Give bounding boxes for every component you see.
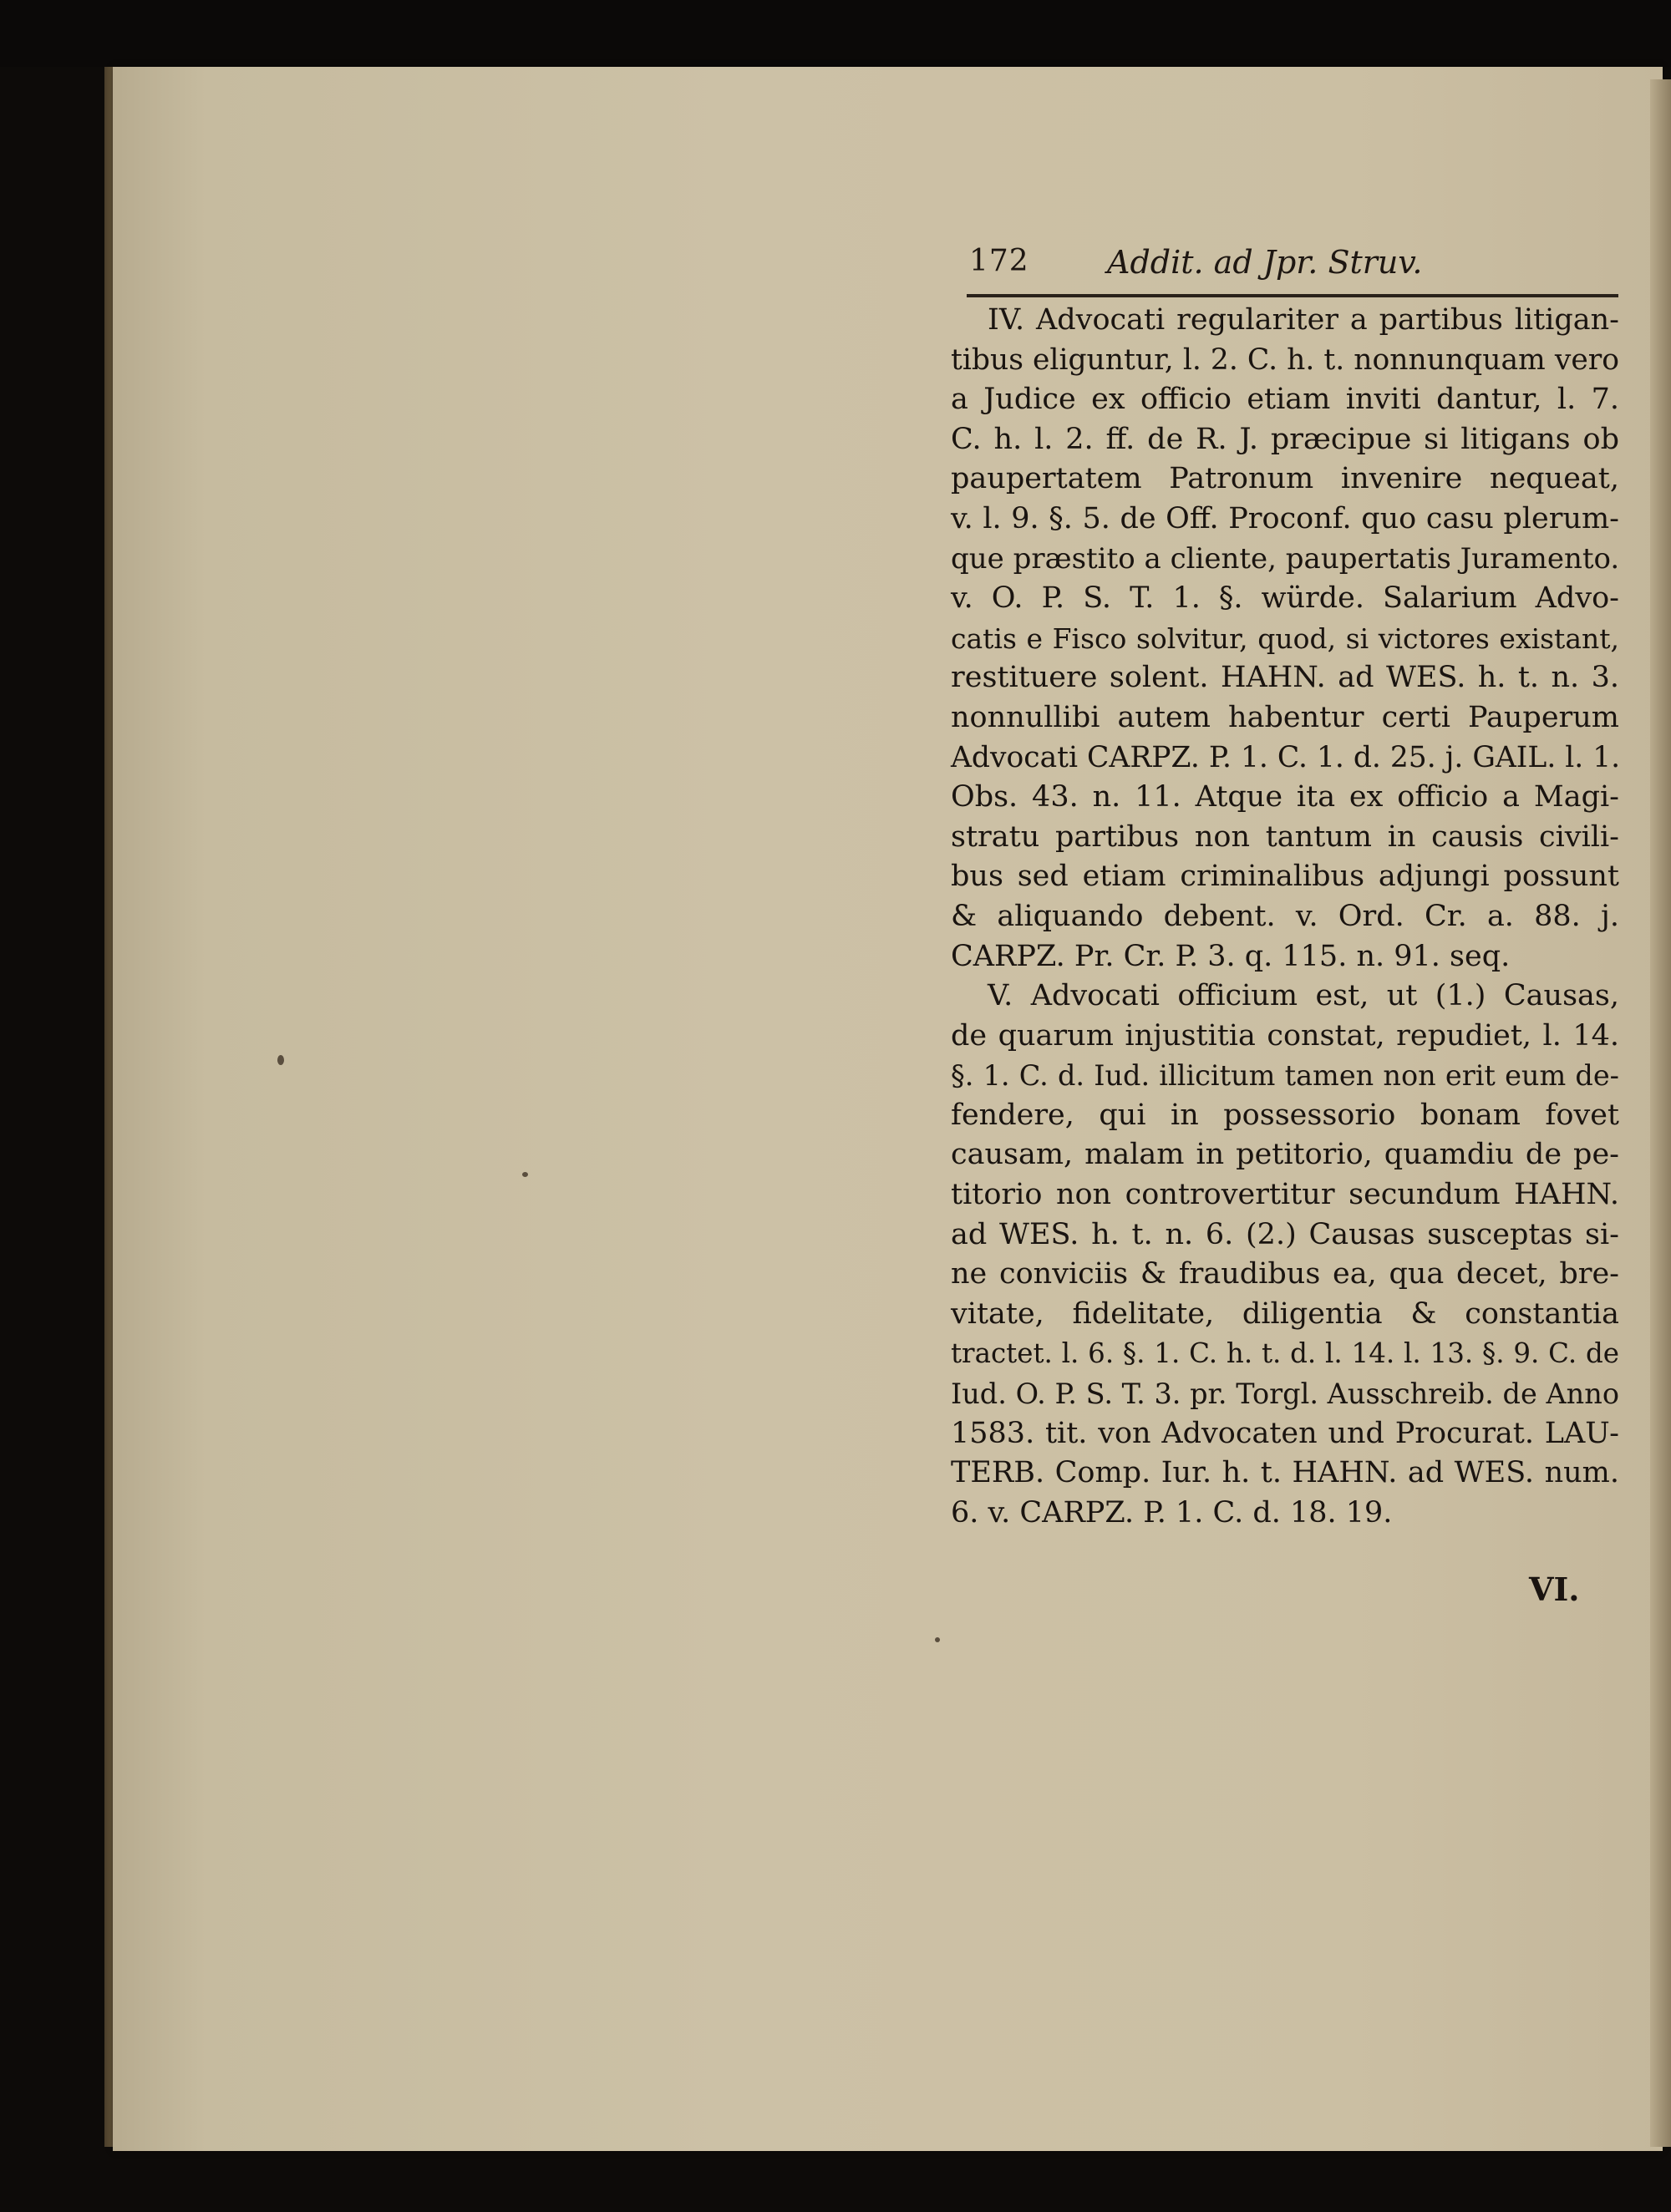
text-line: CARPZ. Pr. Cr. P. 3. q. 115. n. 91. seq. <box>951 939 1511 973</box>
text-line: v. O. P. S. T. 1. §. würde. Salarium Advo- <box>951 581 1619 616</box>
background-top <box>0 0 1671 67</box>
text-line: v. l. 9. §. 5. de Off. Proconf. quo casu plerum- <box>951 501 1619 535</box>
text-line: stratu partibus non tantum in causis civili- <box>951 819 1619 854</box>
text-line: §. 1. C. d. Iud. illicitum tamen non erit eum de- <box>951 1059 1619 1093</box>
text-line: tibus eliguntur, l. 2. C. h. t. nonnunquam vero <box>951 342 1619 377</box>
text-line: de quarum injustitia constat, repudiet, l. 14. <box>951 1018 1619 1053</box>
header-rule <box>967 294 1618 297</box>
text-line: & aliquando debent. v. Ord. Cr. a. 88. j. <box>951 899 1619 933</box>
text-line: 6. v. CARPZ. P. 1. C. d. 18. 19. <box>951 1495 1393 1530</box>
text-line: causam, malam in petitorio, quamdiu de pe- <box>951 1138 1619 1172</box>
text-line: titorio non controvertitur secundum HAHN. <box>951 1178 1619 1212</box>
text-line: Advocati CARPZ. P. 1. C. 1. d. 25. j. GAIL. l. 1. <box>951 740 1621 774</box>
paper-speck <box>522 1172 528 1177</box>
text-line: C. h. l. 2. ff. de R. J. præcipue si litigans ob <box>951 422 1619 456</box>
page-right-edge <box>1650 79 1671 2147</box>
text-line: Obs. 43. n. 11. Atque ita ex officio a Magi- <box>951 780 1619 814</box>
text-line: V. Advocati officium est, ut (1.) Causas, <box>988 979 1619 1013</box>
text-line: ad WES. h. t. n. 6. (2.) Causas susceptas si- <box>951 1217 1619 1251</box>
text-line: catis e Fisco solvitur, quod, si victores existant, <box>951 621 1619 655</box>
paper-speck <box>277 1055 284 1065</box>
text-line: restituere solent. HAHN. ad WES. h. t. n. 3. <box>951 661 1619 695</box>
running-head: Addit. ad Jpr. Struv. <box>1107 244 1423 281</box>
text-line: ne conviciis & fraudibus ea, qua decet, bre- <box>951 1257 1619 1291</box>
text-line: vitate, fidelitate, diligentia & constantia <box>951 1296 1619 1331</box>
text-line: TERB. Comp. Iur. h. t. HAHN. ad WES. num. <box>951 1456 1619 1490</box>
text-line: fendere, qui in possessorio bonam fovet <box>951 1098 1619 1132</box>
text-line: a Judice ex officio etiam inviti dantur, l. 7. <box>951 383 1619 417</box>
page-header <box>969 244 1571 294</box>
text-line: IV. Advocati regulariter a partibus litigan- <box>988 303 1619 337</box>
paper-speck <box>935 1637 940 1642</box>
text-line: bus sed etiam criminalibus adjungi possunt <box>951 860 1619 894</box>
page-number: 172 <box>969 244 1029 278</box>
text-line: nonnullibi autem habentur certi Pauperum <box>951 700 1619 734</box>
text-line: tractet. l. 6. §. 1. C. h. t. d. l. 14. l. 13. §. 9. C. de <box>951 1337 1619 1370</box>
body-text <box>951 301 1619 1533</box>
catchword: VI. <box>1529 1570 1580 1608</box>
text-line: que præstito a cliente, paupertatis Juramento. <box>951 541 1620 576</box>
text-line: paupertatem Patronum invenire nequeat, <box>951 462 1619 496</box>
text-line: Iud. O. P. S. T. 3. pr. Torgl. Ausschreib. de Anno <box>951 1377 1619 1411</box>
text-line: 1583. tit. von Advocaten und Procurat. LAU- <box>951 1416 1619 1450</box>
